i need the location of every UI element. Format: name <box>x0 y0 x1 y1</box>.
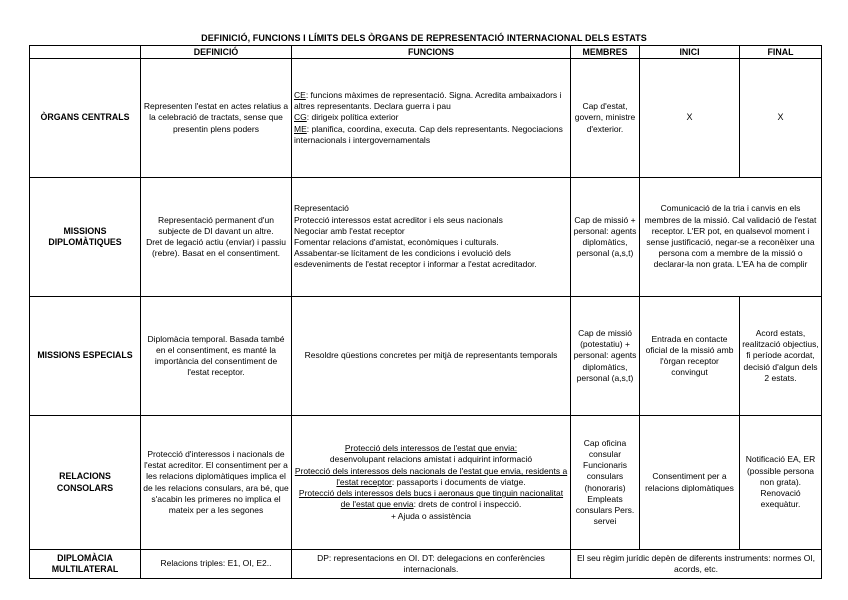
header-empty <box>30 46 141 59</box>
organs-table <box>29 45 822 579</box>
table-row <box>30 416 822 550</box>
final-cell: Notificació EA, ER (possible persona non grata). Renovació exequàtur. <box>740 416 822 550</box>
funcio-text: : passaports i documents de viatge. <box>391 476 526 487</box>
funcio-line: Negociar amb l'estat receptor <box>294 225 405 236</box>
header-row <box>30 46 822 59</box>
header-inici: INICI <box>640 46 740 59</box>
membres-cell: Cap oficina consular Funcionaris consulars (honoraris) Empleats consulars Pers. servei <box>571 416 640 550</box>
final-cell: X <box>740 59 822 178</box>
membres-cell: Cap de missió (potestatiu) + personal: agents diplomàtics, personal (a,s,t) <box>571 297 640 416</box>
row-label: MISSIONS ESPECIALS <box>30 297 141 416</box>
membres-cell: Cap d'estat, govern, ministre d'exterior. <box>571 59 640 178</box>
table-row <box>30 297 822 416</box>
funcio-line: Representació <box>294 203 349 214</box>
ce-text: : funcions màximes de representació. Signa. Acredita ambaixadors i altres representants. Declara guerra i pau <box>294 89 562 112</box>
row-label: MISSIONS DIPLOMÀTIQUES <box>30 178 141 297</box>
table-row <box>30 59 822 178</box>
funcions-cell <box>292 416 571 550</box>
cg-label: CG <box>294 112 307 123</box>
inici-final-cell: Comunicació de la tria i canvis en els membres de la missió. Cal validació de l'estat receptor. L'ER pot, en qualsevol moment i sense justificació, negar-se a reconèixer una persona com a membre de la missió o declarar-la non grata. L'EA ha de complir <box>640 178 822 297</box>
row-label: RELACIONS CONSOLARS <box>30 416 141 550</box>
final-cell: Acord estats, realització objectius, fi període acordat, decisió d'algun dels 2 estats. <box>740 297 822 416</box>
funcions-cell <box>292 178 571 297</box>
definicio-cell: Relacions triples: E1, OI, E2.. <box>141 550 292 579</box>
funcio-text: desenvolupant relacions amistat i adquirint informació <box>329 454 533 465</box>
funcio-text: : drets de control i inspecció. <box>413 499 522 510</box>
funcio-line: Protecció interessos estat acreditor i els seus nacionals <box>294 214 503 225</box>
definicio-cell <box>141 178 292 297</box>
funcions-cell: DP: representacions en OI. DT: delegacions en conferències internacionals. <box>292 550 571 579</box>
definicio-line: Dret de legació actiu (enviar) i passiu (rebre). Basat en el consentiment. <box>146 237 286 259</box>
funcio-line: Fomentar relacions d'amistat, econòmiques i culturals. <box>294 237 499 247</box>
inici-cell: X <box>640 59 740 178</box>
definicio-cell: Representen l'estat en actes relatius a la celebració de tractats, sense que presentin plens poders <box>141 59 292 178</box>
cg-text: : dirigeix política exterior <box>306 112 399 123</box>
funcio-line: + Ajuda o assistència <box>390 510 472 521</box>
header-final: FINAL <box>740 46 822 59</box>
table-row <box>30 178 822 297</box>
header-definicio: DEFINICIÓ <box>141 46 292 59</box>
definicio-line: Representació permanent d'un subjecte de DI davant un altre. <box>158 214 274 236</box>
funcio-heading: Protecció dels interessos dels nacionals de l'estat que envia, residents a l'estat receptor <box>294 465 568 487</box>
funcions-cell: Resoldre qüestions concretes per mitjà de representants temporals <box>292 297 571 416</box>
inici-cell: Consentiment per a relacions diplomàtiques <box>640 416 740 550</box>
funcio-heading: Protecció dels interessos dels bucs i aeronaus que tinguin nacionalitat de l'estat que envia <box>298 488 564 510</box>
row-label: DIPLOMÀCIA MULTILATERAL <box>30 550 141 579</box>
membres-inici-final-cell: El seu règim jurídic depèn de diferents instruments: normes OI, acords, etc. <box>571 550 822 579</box>
header-funcions: FUNCIONS <box>292 46 571 59</box>
inici-cell: Entrada en contacte oficial de la missió amb l'òrgan receptor convingut <box>640 297 740 416</box>
row-label: ÒRGANS CENTRALS <box>30 59 141 178</box>
me-text: : planifica, coordina, executa. Cap dels representants. Negociacions internacionals i intergovernamentals <box>294 123 563 145</box>
funcio-line: Assabentar-se lícitament de les condicions i evolució dels esdeveniments de l'estat receptor i informar a l'estat acreditador. <box>294 248 537 270</box>
definicio-cell: Protecció d'interessos i nacionals de l'estat acreditor. El consentiment per a les relacions diplomàtiques implica el de les relacions consulars, ara bé, que s'acabin les primeres no implica el mateix per a les segones <box>141 416 292 550</box>
ce-label: CE <box>294 89 306 100</box>
table-row <box>30 550 822 579</box>
funcions-cell <box>292 59 571 178</box>
membres-cell: Cap de missió + personal: agents diplomàtics, personal (a,s,t) <box>571 178 640 297</box>
document-title: DEFINICIÓ, FUNCIONS I LÍMITS DELS ÒRGANS DE REPRESENTACIÓ INTERNACIONAL DELS ESTATS <box>201 33 647 43</box>
me-label: ME <box>294 123 307 134</box>
header-membres: MEMBRES <box>571 46 640 59</box>
funcio-heading: Protecció dels interessos de l'estat que envia: <box>344 443 518 454</box>
definicio-cell: Diplomàcia temporal. Basada també en el consentiment, es manté la importància del consentiment de l'estat receptor. <box>141 297 292 416</box>
